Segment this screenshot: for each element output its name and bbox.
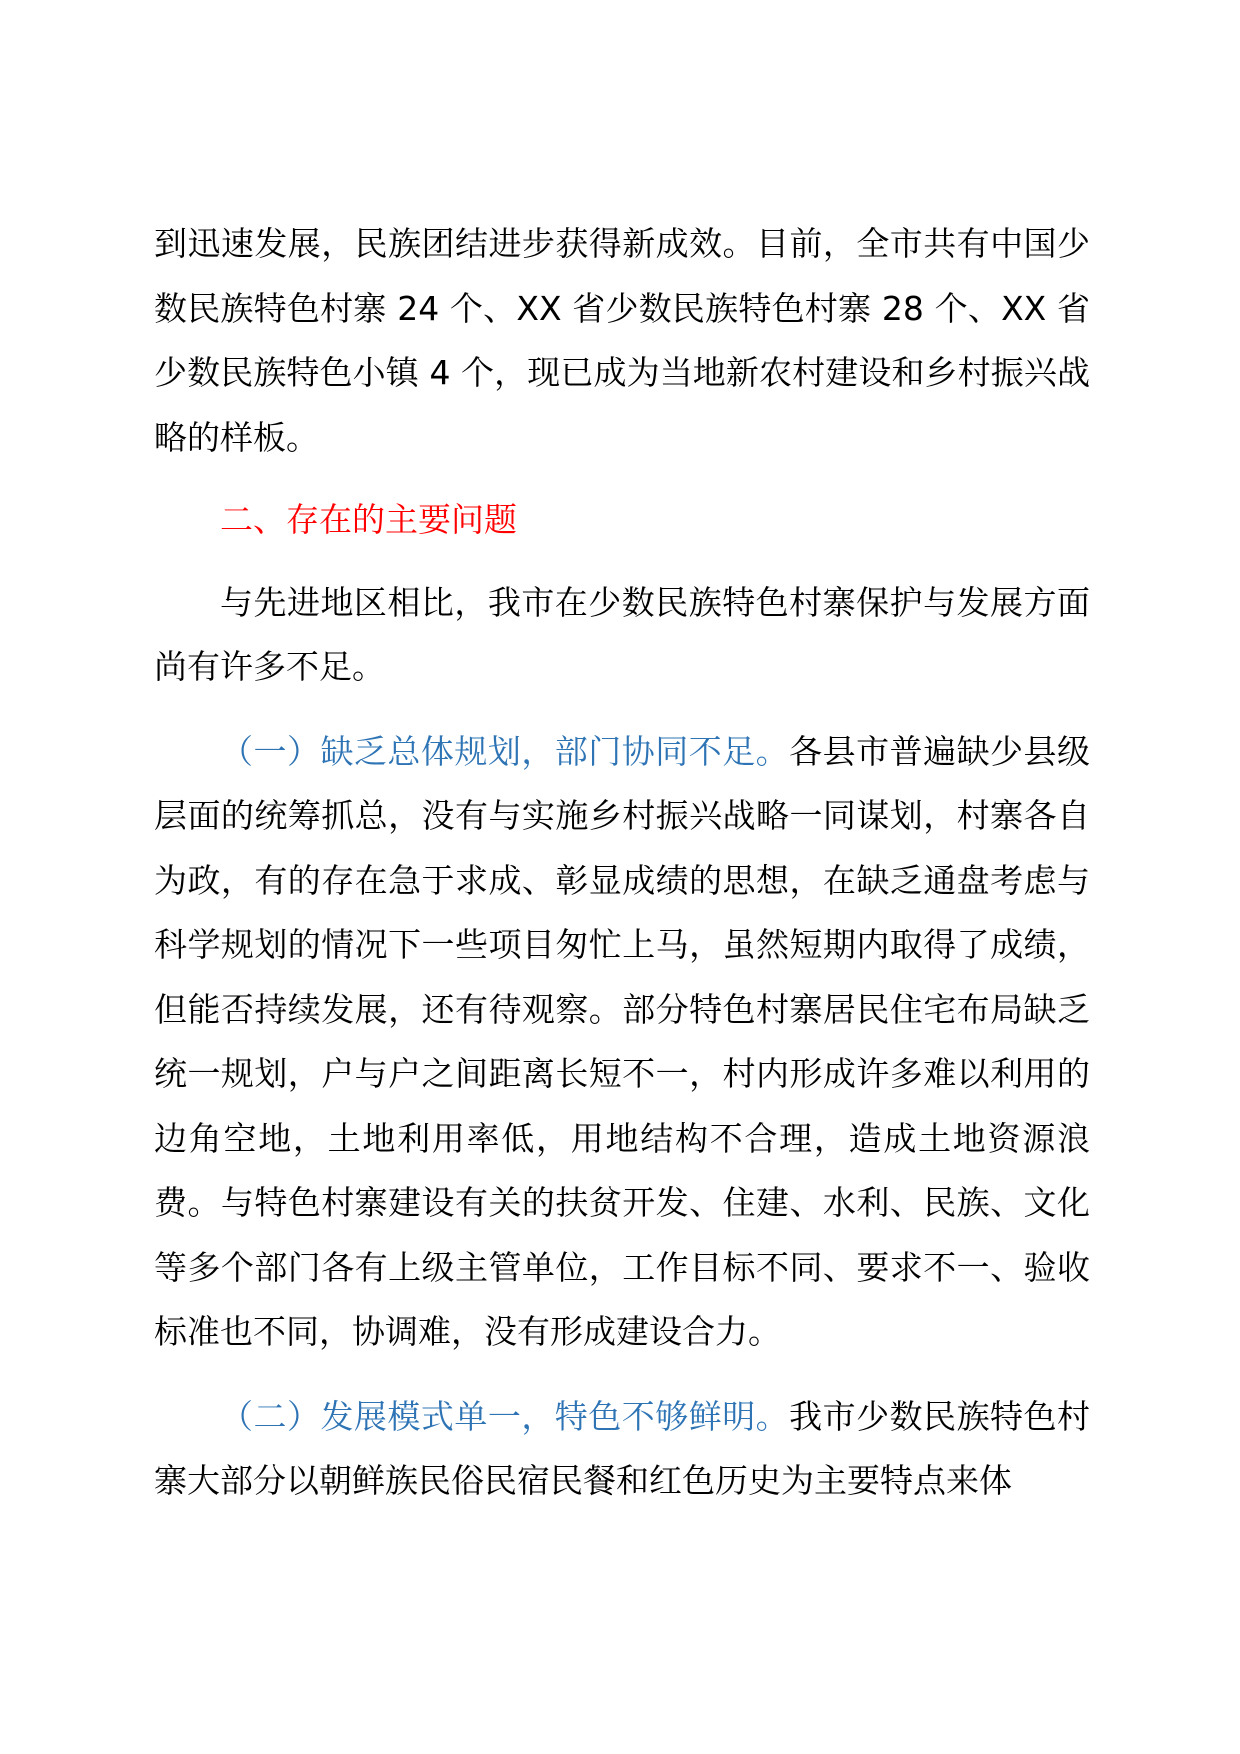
document-page <box>154 212 1090 1514</box>
subheading-single-development-mode: （二）发展模式单一，特色不够鲜明。 <box>220 1396 790 1436</box>
paragraph-comparison: 与先进地区相比，我市在少数民族特色村寨保护与发展方面尚有许多不足。 <box>154 582 1090 686</box>
paragraph-subsection-2 <box>154 1385 1090 1514</box>
paragraph-subsection-1 <box>154 720 1090 1365</box>
section-heading-main-problems: 二、存在的主要问题 <box>220 500 517 539</box>
paragraph-intro-continuation: 到迅速发展，民族团结进步获得新成效。目前，全市共有中国少数民族特色村寨 24 个、XX 省少数民族特色村寨 28 个、XX 省少数民族特色小镇 4 个，现已成为当地新农村建设和乡村振兴战略的样板。 <box>154 224 1090 457</box>
subsection-1-body: 各县市普遍缺少县级层面的统筹抓总，没有与实施乡村振兴战略一同谋划，村寨各自为政，有的存在急于求成、彰显成绩的思想，在缺乏通盘考虑与科学规划的情况下一些项目匆忙上马，虽然短期内取得了成绩，但能否持续发展，还有待观察。部分特色村寨居民住宅布局缺乏统一规划，户与户之间距离长短不一，村内形成许多难以利用的边角空地，土地利用率低，用地结构不合理，造成土地资源浪费。与特色村寨建设有关的扶贫开发、住建、水利、民族、文化等多个部门各有上级主管单位，工作目标不同、要求不一、验收标准也不同，协调难，没有形成建设合力。 <box>154 731 1091 1351</box>
subheading-lack-of-planning: （一）缺乏总体规划，部门协同不足。 <box>220 731 790 771</box>
subsection-2-body: 我市少数民族特色村寨大部分以朝鲜族民俗民宿民餐和红色历史为主要特点来体 <box>154 1396 1091 1500</box>
